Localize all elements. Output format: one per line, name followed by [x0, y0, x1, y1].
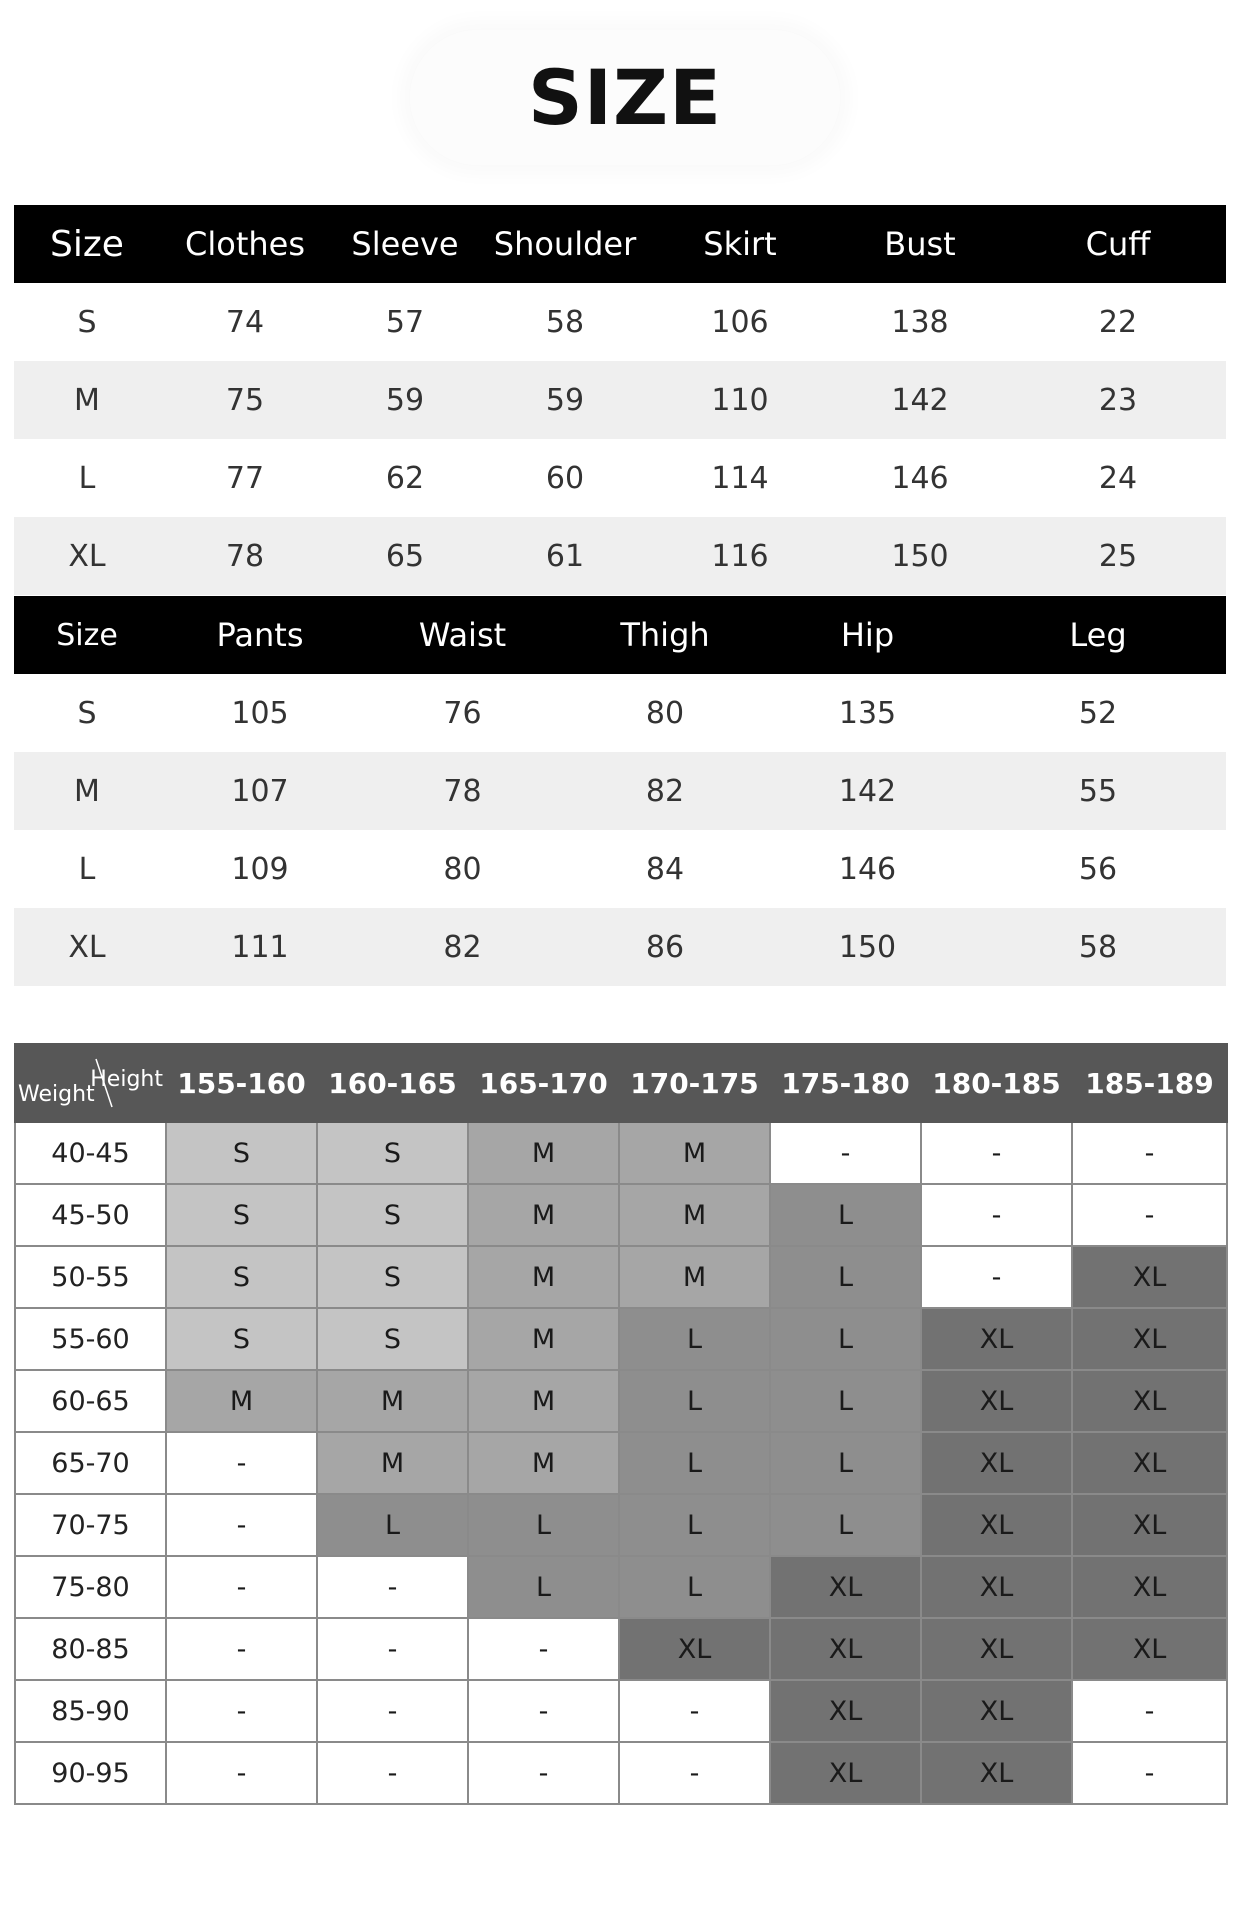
size-recommendation-cell: -	[770, 1122, 921, 1184]
fit-chart-row	[15, 1680, 1227, 1742]
size-recommendation-cell: S	[317, 1122, 468, 1184]
measurement-cell: 52	[1078, 695, 1118, 731]
column-header: Bust	[830, 205, 1010, 283]
column-header: Clothes	[160, 205, 330, 283]
measurement-cell: 80	[443, 851, 482, 887]
size-recommendation-cell: -	[166, 1494, 317, 1556]
pants-size-table	[14, 596, 1226, 986]
size-recommendation-cell: L	[770, 1246, 921, 1308]
column-header: Size	[14, 596, 160, 674]
measurement-cell: 58	[545, 304, 585, 340]
size-recommendation-cell: -	[317, 1556, 468, 1618]
size-recommendation-cell: L	[619, 1494, 770, 1556]
measurement-cell: 78	[160, 517, 330, 595]
size-recommendation-cell: L	[770, 1370, 921, 1432]
column-header: Pants	[160, 596, 360, 674]
size-recommendation-cell: XL	[770, 1556, 921, 1618]
size-recommendation-cell: M	[468, 1432, 619, 1494]
size-recommendation-cell: XL	[770, 1618, 921, 1680]
measurement-cell: 58	[970, 908, 1226, 986]
size-label: S	[77, 304, 97, 340]
size-label: L	[78, 460, 96, 496]
size-recommendation-cell: M	[468, 1370, 619, 1432]
size-recommendation-cell: XL	[921, 1308, 1072, 1370]
measurement-cell: 142	[830, 361, 1010, 439]
measurement-cell: 84	[645, 851, 685, 887]
measurement-cell: 62	[385, 460, 425, 496]
column-header: Size	[14, 205, 160, 283]
size-recommendation-cell: L	[468, 1494, 619, 1556]
weight-range-label: 40-45	[15, 1122, 166, 1184]
table-row	[14, 283, 1226, 361]
fit-chart-row	[15, 1184, 1227, 1246]
measurement-cell: 82	[565, 752, 765, 830]
size-recommendation-cell: L	[770, 1432, 921, 1494]
size-recommendation-cell: S	[166, 1308, 317, 1370]
size-recommendation-cell: L	[770, 1184, 921, 1246]
size-recommendation-cell: -	[921, 1122, 1072, 1184]
size-recommendation-cell: XL	[921, 1370, 1072, 1432]
measurement-cell: 22	[1098, 304, 1138, 340]
measurement-cell: 116	[650, 517, 830, 595]
measurement-cell: 24	[1098, 460, 1138, 496]
size-recommendation-cell: XL	[1072, 1494, 1227, 1556]
measurement-cell: 109	[231, 851, 289, 887]
size-recommendation-cell: -	[468, 1680, 619, 1742]
height-range-header: 165-170	[468, 1044, 619, 1122]
size-recommendation-cell: L	[770, 1308, 921, 1370]
size-label: XL	[14, 517, 160, 595]
size-recommendation-cell: XL	[921, 1556, 1072, 1618]
fit-chart-row	[15, 1370, 1227, 1432]
size-label: XL	[14, 908, 160, 986]
size-recommendation-cell: M	[468, 1308, 619, 1370]
size-label: S	[77, 695, 97, 731]
size-recommendation-cell: -	[1072, 1742, 1227, 1804]
size-recommendation-cell: M	[317, 1432, 468, 1494]
measurement-cell: 146	[891, 460, 949, 496]
measurement-cell: 76	[443, 695, 482, 731]
size-recommendation-cell: L	[619, 1432, 770, 1494]
size-recommendation-cell: L	[770, 1494, 921, 1556]
column-header: Sleeve	[330, 205, 480, 283]
measurement-cell: 59	[480, 361, 650, 439]
weight-range-label: 90-95	[15, 1742, 166, 1804]
size-recommendation-cell: -	[619, 1742, 770, 1804]
size-label: M	[14, 752, 160, 830]
size-recommendation-cell: S	[166, 1122, 317, 1184]
size-recommendation-cell: L	[619, 1308, 770, 1370]
measurement-cell: 61	[480, 517, 650, 595]
measurement-cell: 150	[765, 908, 970, 986]
measurement-cell: 86	[565, 908, 765, 986]
size-recommendation-cell: L	[619, 1370, 770, 1432]
measurement-cell: 142	[765, 752, 970, 830]
measurement-cell: 82	[360, 908, 565, 986]
title-badge	[410, 30, 840, 165]
fit-chart-row	[15, 1494, 1227, 1556]
table-row	[14, 674, 1226, 752]
table-row	[14, 361, 1226, 439]
size-recommendation-cell: XL	[1072, 1246, 1227, 1308]
size-recommendation-cell: -	[166, 1680, 317, 1742]
measurement-cell: 59	[330, 361, 480, 439]
table-row	[14, 517, 1226, 595]
size-recommendation-cell: -	[166, 1432, 317, 1494]
height-range-header: 180-185	[921, 1044, 1072, 1122]
size-recommendation-cell: XL	[770, 1742, 921, 1804]
measurement-cell: 110	[650, 361, 830, 439]
size-recommendation-cell: S	[317, 1184, 468, 1246]
height-range-header: 170-175	[619, 1044, 770, 1122]
size-recommendation-cell: XL	[1072, 1370, 1227, 1432]
weight-axis-label: Weight	[18, 1082, 95, 1107]
size-recommendation-cell: -	[166, 1556, 317, 1618]
measurement-cell: 77	[225, 460, 265, 496]
measurement-cell: 138	[891, 304, 949, 340]
measurement-cell: 105	[231, 695, 289, 731]
table-row	[14, 752, 1226, 830]
fit-chart-row	[15, 1618, 1227, 1680]
size-recommendation-cell: -	[1072, 1184, 1227, 1246]
measurement-cell: 23	[1010, 361, 1226, 439]
measurement-cell: 80	[645, 695, 685, 731]
column-header: Skirt	[650, 205, 830, 283]
measurement-cell: 107	[160, 752, 360, 830]
measurement-cell: 75	[160, 361, 330, 439]
size-recommendation-cell: -	[468, 1618, 619, 1680]
weight-range-label: 55-60	[15, 1308, 166, 1370]
fit-chart-row	[15, 1308, 1227, 1370]
size-recommendation-cell: -	[921, 1184, 1072, 1246]
measurement-cell: 56	[1078, 851, 1118, 887]
weight-range-label: 45-50	[15, 1184, 166, 1246]
size-recommendation-cell: L	[317, 1494, 468, 1556]
fit-chart-row	[15, 1122, 1227, 1184]
size-recommendation-cell: S	[166, 1184, 317, 1246]
size-recommendation-cell: XL	[1072, 1308, 1227, 1370]
size-recommendation-cell: M	[468, 1184, 619, 1246]
size-recommendation-cell: S	[317, 1308, 468, 1370]
column-header: Hip	[765, 596, 970, 674]
measurement-cell: 78	[360, 752, 565, 830]
height-range-header: 160-165	[317, 1044, 468, 1122]
clothes-size-table	[14, 205, 1226, 595]
size-recommendation-cell: M	[468, 1246, 619, 1308]
measurement-cell: 114	[711, 460, 769, 496]
height-weight-fit-chart	[14, 1043, 1228, 1805]
weight-range-label: 75-80	[15, 1556, 166, 1618]
measurement-cell: 74	[225, 304, 265, 340]
column-header: Waist	[360, 596, 565, 674]
measurement-cell: 135	[838, 695, 897, 731]
measurement-cell: 25	[1010, 517, 1226, 595]
page-title: SIZE	[527, 53, 723, 142]
size-label: L	[78, 851, 96, 887]
size-recommendation-cell: XL	[921, 1680, 1072, 1742]
measurement-cell: 60	[545, 460, 585, 496]
size-recommendation-cell: XL	[921, 1494, 1072, 1556]
column-header: Leg	[970, 596, 1226, 674]
size-recommendation-cell: -	[1072, 1122, 1227, 1184]
size-recommendation-cell: M	[468, 1122, 619, 1184]
measurement-cell: 57	[385, 304, 425, 340]
table-header-row	[14, 596, 1226, 674]
size-recommendation-cell: -	[166, 1742, 317, 1804]
size-recommendation-cell: -	[619, 1680, 770, 1742]
corner-cell	[15, 1044, 166, 1122]
height-range-header: 175-180	[770, 1044, 921, 1122]
measurement-cell: 65	[330, 517, 480, 595]
size-recommendation-cell: -	[468, 1742, 619, 1804]
size-recommendation-cell: XL	[921, 1432, 1072, 1494]
size-recommendation-cell: -	[921, 1246, 1072, 1308]
weight-range-label: 50-55	[15, 1246, 166, 1308]
table-header-row	[14, 205, 1226, 283]
weight-range-label: 70-75	[15, 1494, 166, 1556]
weight-range-label: 80-85	[15, 1618, 166, 1680]
size-recommendation-cell: -	[317, 1742, 468, 1804]
column-header: Thigh	[565, 596, 765, 674]
size-recommendation-cell: M	[619, 1184, 770, 1246]
size-recommendation-cell: S	[166, 1246, 317, 1308]
size-recommendation-cell: -	[317, 1680, 468, 1742]
size-recommendation-cell: L	[468, 1556, 619, 1618]
measurement-cell: 55	[970, 752, 1226, 830]
height-axis-label: Height	[90, 1067, 163, 1092]
column-header: Shoulder	[480, 205, 650, 283]
size-recommendation-cell: XL	[921, 1618, 1072, 1680]
size-recommendation-cell: XL	[1072, 1556, 1227, 1618]
table-row	[14, 439, 1226, 517]
size-recommendation-cell: M	[619, 1122, 770, 1184]
size-recommendation-cell: S	[317, 1246, 468, 1308]
fit-chart-header-row	[15, 1044, 1227, 1122]
measurement-cell: 150	[830, 517, 1010, 595]
fit-chart-row	[15, 1246, 1227, 1308]
size-recommendation-cell: -	[317, 1618, 468, 1680]
fit-chart-row	[15, 1432, 1227, 1494]
size-recommendation-cell: XL	[770, 1680, 921, 1742]
size-recommendation-cell: M	[166, 1370, 317, 1432]
fit-chart-row	[15, 1556, 1227, 1618]
size-label: M	[14, 361, 160, 439]
size-recommendation-cell: XL	[1072, 1432, 1227, 1494]
size-recommendation-cell: L	[619, 1556, 770, 1618]
size-recommendation-cell: -	[166, 1618, 317, 1680]
fit-chart-row	[15, 1742, 1227, 1804]
weight-range-label: 60-65	[15, 1370, 166, 1432]
weight-range-label: 65-70	[15, 1432, 166, 1494]
measurement-cell: 111	[160, 908, 360, 986]
size-recommendation-cell: M	[619, 1246, 770, 1308]
height-range-header: 155-160	[166, 1044, 317, 1122]
measurement-cell: 146	[838, 851, 897, 887]
size-recommendation-cell: -	[1072, 1680, 1227, 1742]
size-recommendation-cell: XL	[1072, 1618, 1227, 1680]
column-header: Cuff	[1010, 205, 1226, 283]
table-row	[14, 830, 1226, 908]
size-recommendation-cell: XL	[921, 1742, 1072, 1804]
weight-range-label: 85-90	[15, 1680, 166, 1742]
height-range-header: 185-189	[1072, 1044, 1227, 1122]
size-recommendation-cell: M	[317, 1370, 468, 1432]
table-row	[14, 908, 1226, 986]
measurement-cell: 106	[711, 304, 769, 340]
size-recommendation-cell: XL	[619, 1618, 770, 1680]
